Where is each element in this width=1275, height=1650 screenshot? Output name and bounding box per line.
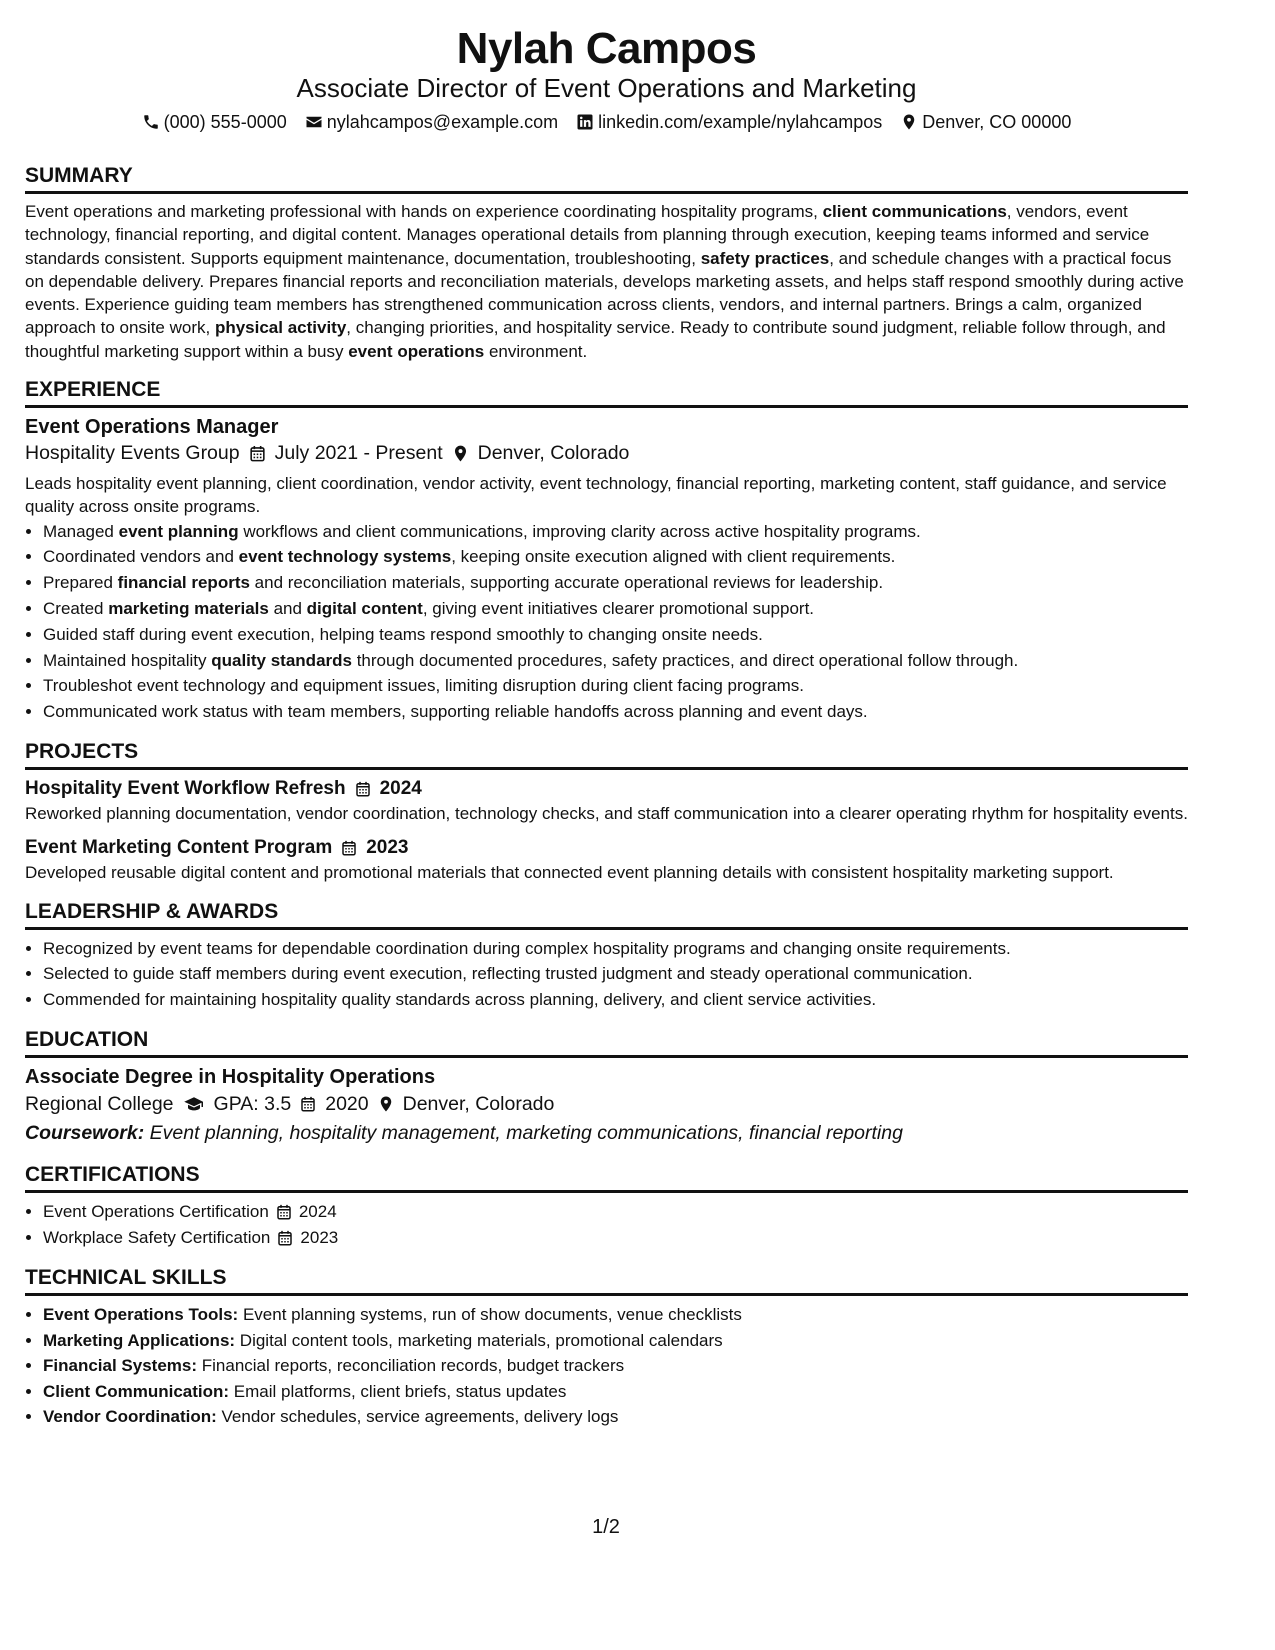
summary-heading: SUMMARY xyxy=(25,163,1188,194)
skill-value: Email platforms, client briefs, status updates xyxy=(233,1381,567,1401)
graduation-cap-icon xyxy=(182,1095,206,1113)
contact-phone[interactable] xyxy=(142,111,287,133)
skill-item xyxy=(43,1302,1188,1328)
job-bullet xyxy=(43,544,1188,570)
contact-linkedin[interactable] xyxy=(576,111,882,133)
text-run: , and schedule changes with a practical focus on dependable delivery. Prepares financial reports and reconciliation materials, develops marketing assets, and helps staff respond smoothly during active events. Experience guiding team members has strengthened communication across clients, vendors, and internal partners. Brings a calm, organized approach to onsite work, xyxy=(25,248,1184,338)
school-location: Denver, Colorado xyxy=(402,1093,555,1116)
award-item: • Commended for maintaining hospitality quality standards across planning, delivery, and client service activities. xyxy=(43,987,1188,1013)
skill-value: Event planning systems, run of show documents, venue checklists xyxy=(242,1305,742,1325)
candidate-role: Associate Director of Event Operations and Marketing xyxy=(296,73,917,103)
skill-label: Client Communication: xyxy=(43,1381,230,1401)
text-run: through documented procedures, safety practices, and direct operational follow through. xyxy=(351,650,1019,670)
job-title: Event Operations Manager xyxy=(25,416,279,439)
certification-year: 2023 xyxy=(300,1228,339,1248)
calendar-icon xyxy=(299,1095,317,1113)
text-run: Managed xyxy=(43,521,119,541)
text-run: , changing priorities, and hospitality service. Ready to contribute sound judgment, reliable follow through, and thoughtful marketing support within a busy xyxy=(25,318,1166,361)
summary-text xyxy=(25,200,1188,363)
project-description: Developed reusable digital content and promotional materials that connected event planning details with consistent hospitality marketing support. xyxy=(25,863,1114,883)
experience-heading: EXPERIENCE xyxy=(25,377,1188,408)
bold-keyword: quality standards xyxy=(211,650,352,670)
gpa: GPA: 3.5 xyxy=(213,1093,292,1116)
text-run: Troubleshot event technology and equipment issues, limiting disruption during client facing programs. xyxy=(43,676,805,696)
map-pin-icon xyxy=(900,113,918,131)
job-bullet xyxy=(43,519,1188,545)
certifications-section xyxy=(25,1162,1188,1251)
job-bullet xyxy=(43,648,1188,674)
job-bullet xyxy=(43,622,1188,648)
award-item: • Selected to guide staff members during event execution, reflecting trusted judgment and steady operational communication. xyxy=(43,961,1188,987)
contact-email[interactable] xyxy=(305,111,558,133)
skill-item xyxy=(43,1404,1188,1430)
skill-item xyxy=(43,1353,1188,1379)
email-text: nylahcampos@example.com xyxy=(326,112,559,132)
bold-keyword: client communications xyxy=(822,202,1007,221)
job-bullet xyxy=(43,596,1188,622)
skill-item xyxy=(43,1328,1188,1354)
bold-keyword: event operations xyxy=(348,341,485,361)
resume-page xyxy=(25,0,1188,1430)
map-pin-icon xyxy=(451,444,470,463)
text-run: environment. xyxy=(484,341,588,361)
certification-name: • Event Operations Certification xyxy=(43,1202,269,1222)
awards-section xyxy=(25,899,1188,1013)
phone-icon xyxy=(142,113,160,131)
skills-list xyxy=(25,1302,1188,1430)
envelope-icon xyxy=(305,113,323,131)
resume-header xyxy=(25,26,1188,133)
linkedin-icon xyxy=(576,113,594,131)
text-run: Communicated work status with team members, supporting reliable handoffs across planning and event days. xyxy=(43,702,868,722)
bold-keyword: marketing materials xyxy=(108,599,269,619)
projects-section xyxy=(25,739,1188,885)
projects-heading: PROJECTS xyxy=(25,739,1188,770)
skill-value: Digital content tools, marketing materials, promotional calendars xyxy=(239,1330,723,1350)
skill-label: Event Operations Tools: xyxy=(43,1305,239,1325)
text-run: Coordinated vendors and xyxy=(43,547,239,567)
contact-location xyxy=(900,111,1071,133)
experience-section xyxy=(25,377,1188,725)
text-run: Event operations and marketing professional with hands on experience coordinating hospitality programs, xyxy=(25,202,823,221)
job-bullet xyxy=(43,570,1188,596)
linkedin-text: linkedin.com/example/nylahcampos xyxy=(598,112,883,132)
job-dates: July 2021 - Present xyxy=(274,442,443,465)
text-run: Maintained hospitality xyxy=(43,650,212,670)
school-name: Regional College xyxy=(25,1093,174,1116)
skill-value: Financial reports, reconciliation records, budget trackers xyxy=(201,1356,625,1376)
text-run: Guided staff during event execution, helping teams respond smoothly to changing onsite needs. xyxy=(43,624,763,644)
bold-keyword: safety practices xyxy=(700,248,830,268)
project-name: Hospitality Event Workflow Refresh xyxy=(25,778,346,800)
bold-keyword: digital content xyxy=(306,599,423,619)
education-meta xyxy=(25,1090,1188,1118)
text-run: , vendors, event technology, financial reporting, and digital content. Manages operational details from planning through execution, keeping teams informed and service standards consistent. Supports equipment maintenance, documentation, troubleshooting, xyxy=(25,202,1150,268)
summary-section xyxy=(25,163,1188,363)
map-pin-icon xyxy=(377,1095,395,1113)
coursework xyxy=(25,1118,1188,1148)
job-bullet xyxy=(43,673,1188,699)
project-year: 2023 xyxy=(366,837,409,859)
graduation-year: 2020 xyxy=(325,1093,369,1116)
skill-label: Vendor Coordination: xyxy=(43,1407,217,1427)
skill-item xyxy=(43,1379,1188,1405)
awards-list xyxy=(25,936,1188,1013)
calendar-icon xyxy=(354,780,372,798)
job-bullets xyxy=(25,519,1188,725)
skills-section xyxy=(25,1265,1188,1430)
calendar-icon xyxy=(340,839,358,857)
certification-item xyxy=(43,1199,1188,1225)
project-item xyxy=(25,835,1188,884)
text-run: workflows and client communications, improving clarity across active hospitality programs. xyxy=(238,521,921,541)
bold-keyword: event planning xyxy=(118,521,239,541)
calendar-icon xyxy=(275,1203,293,1221)
awards-heading: LEADERSHIP & AWARDS xyxy=(25,899,1188,930)
text-run: , keeping onsite execution aligned with client requirements. xyxy=(451,547,896,567)
degree-title: Associate Degree in Hospitality Operations xyxy=(25,1066,436,1089)
certification-item xyxy=(43,1225,1188,1251)
award-item: • Recognized by event teams for dependable coordination during complex hospitality programs and changing onsite requirements. xyxy=(43,936,1188,962)
education-heading: EDUCATION xyxy=(25,1027,1188,1058)
text-run: Prepared xyxy=(43,573,118,593)
coursework-text: Event planning, hospitality management, marketing communications, financial reporting xyxy=(149,1122,903,1145)
project-item xyxy=(25,776,1188,825)
bold-keyword: event technology systems xyxy=(238,547,452,567)
project-year: 2024 xyxy=(379,778,422,800)
skill-value: Vendor schedules, service agreements, delivery logs xyxy=(221,1407,619,1427)
company-name: Hospitality Events Group xyxy=(25,442,240,465)
page-number: 1/2 xyxy=(592,1516,620,1538)
coursework-label: Coursework: xyxy=(25,1122,145,1145)
skill-label: Financial Systems: xyxy=(43,1356,198,1376)
job-meta xyxy=(25,440,1188,466)
skill-label: Marketing Applications: xyxy=(43,1330,236,1350)
bold-keyword: physical activity xyxy=(214,318,347,338)
text-run: Created xyxy=(43,599,109,619)
job-description: Leads hospitality event planning, client coordination, vendor activity, event technology, financial reporting, marketing content, staff guidance, and service quality across onsite programs. xyxy=(25,474,1167,517)
certification-year: 2024 xyxy=(298,1202,337,1222)
location-text: Denver, CO 00000 xyxy=(922,112,1072,132)
text-run: and reconciliation materials, supporting accurate operational reviews for leadership. xyxy=(249,573,884,593)
certifications-heading: CERTIFICATIONS xyxy=(25,1162,1188,1193)
job-location: Denver, Colorado xyxy=(477,442,630,465)
candidate-name: Nylah Campos xyxy=(456,24,757,73)
phone-text: (000) 555-0000 xyxy=(163,112,287,132)
job-bullet xyxy=(43,699,1188,725)
certification-name: • Workplace Safety Certification xyxy=(43,1228,271,1248)
calendar-icon xyxy=(276,1229,294,1247)
project-description: Reworked planning documentation, vendor coordination, technology checks, and staff communication into a clearer operating rhythm for hospitality events. xyxy=(25,804,1188,824)
text-run: and xyxy=(268,599,307,619)
contact-row xyxy=(25,111,1188,133)
bold-keyword: financial reports xyxy=(117,573,250,593)
calendar-icon xyxy=(248,444,267,463)
project-name: Event Marketing Content Program xyxy=(25,837,333,859)
skills-heading: TECHNICAL SKILLS xyxy=(25,1265,1188,1296)
education-section xyxy=(25,1027,1188,1148)
text-run: , giving event initiatives clearer promotional support. xyxy=(422,599,815,619)
certifications-list xyxy=(25,1199,1188,1251)
